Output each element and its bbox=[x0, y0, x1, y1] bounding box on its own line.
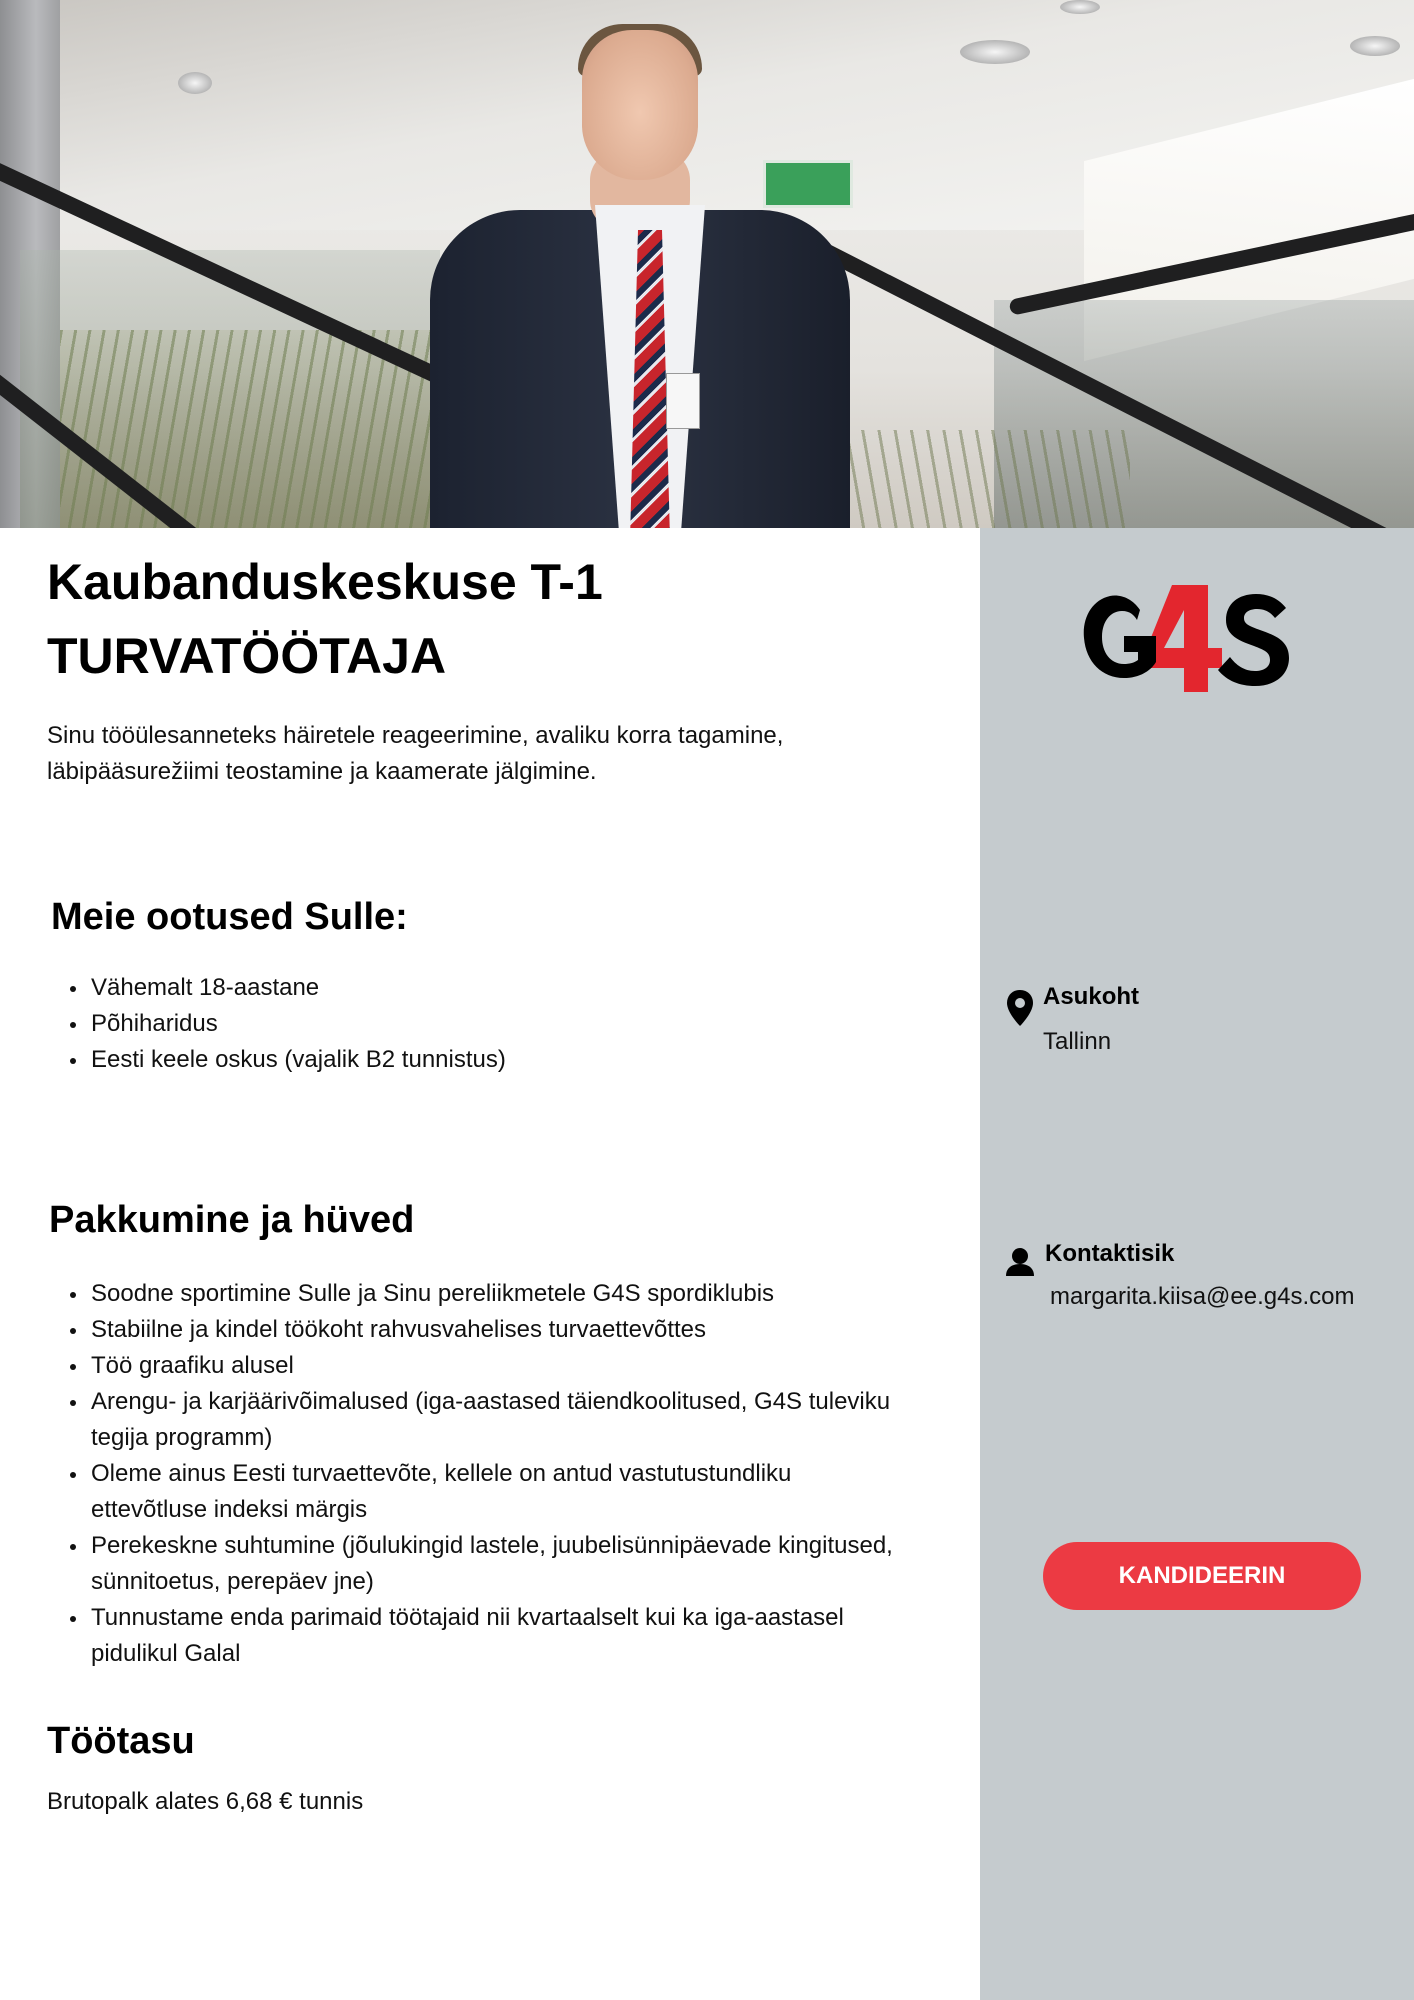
list-item: Perekeskne suhtumine (jõulukingid lastele, juubelisünnipäevade kingitused, sünnitoetus, perepäev jne) bbox=[47, 1528, 907, 1600]
location-label: Asukoht bbox=[1043, 983, 1139, 1010]
list-item: Arengu- ja karjäärivõimalused (iga-aastased täiendkoolitused, G4S tuleviku tegija programm) bbox=[47, 1384, 907, 1456]
requirements-heading: Meie ootused Sulle: bbox=[51, 896, 408, 938]
job-title-line-1: Kaubanduskeskuse T-1 bbox=[47, 554, 603, 610]
person-icon bbox=[1005, 1244, 1035, 1284]
list-item: Soodne sportimine Sulle ja Sinu pereliikmetele G4S spordiklubis bbox=[47, 1276, 907, 1312]
salary-heading: Töötasu bbox=[47, 1720, 195, 1762]
list-item: Eesti keele oskus (vajalik B2 tunnistus) bbox=[47, 1042, 907, 1078]
list-item: Tunnustame enda parimaid töötajaid nii kvartaalselt kui ka iga-aastasel pidulikul Galal bbox=[47, 1600, 907, 1672]
list-item: Põhiharidus bbox=[47, 1006, 907, 1042]
list-item: Oleme ainus Eesti turvaettevõte, kellele on antud vastutustundliku ettevõtluse indeksi märgis bbox=[47, 1456, 907, 1528]
hero-photo bbox=[0, 0, 1414, 528]
requirements-list bbox=[47, 970, 907, 1078]
list-item: Vähemalt 18-aastane bbox=[47, 970, 907, 1006]
job-title-line-2: TURVATÖÖTAJA bbox=[47, 628, 447, 684]
location-value: Tallinn bbox=[1043, 1028, 1112, 1055]
list-item: Töö graafiku alusel bbox=[47, 1348, 907, 1384]
g4s-logo bbox=[1080, 580, 1290, 700]
salary-text: Brutopalk alates 6,68 € tunnis bbox=[47, 1788, 364, 1815]
contact-email-link[interactable]: margarita.kiisa@ee.g4s.com bbox=[1050, 1283, 1355, 1310]
list-item: Stabiilne ja kindel töökoht rahvusvahelises turvaettevõttes bbox=[47, 1312, 907, 1348]
benefits-list bbox=[47, 1276, 907, 1672]
map-pin-icon bbox=[1005, 988, 1035, 1028]
apply-button[interactable]: KANDIDEERIN bbox=[1043, 1542, 1361, 1610]
benefits-heading: Pakkumine ja hüved bbox=[49, 1199, 415, 1241]
job-intro: Sinu tööülesanneteks häiretele reageerimine, avaliku korra tagamine, läbipääsurežiimi teostamine ja kaamerate jälgimine. bbox=[47, 722, 784, 785]
contact-label: Kontaktisik bbox=[1045, 1240, 1175, 1267]
security-guard-figure bbox=[430, 30, 870, 528]
job-title bbox=[47, 545, 947, 693]
